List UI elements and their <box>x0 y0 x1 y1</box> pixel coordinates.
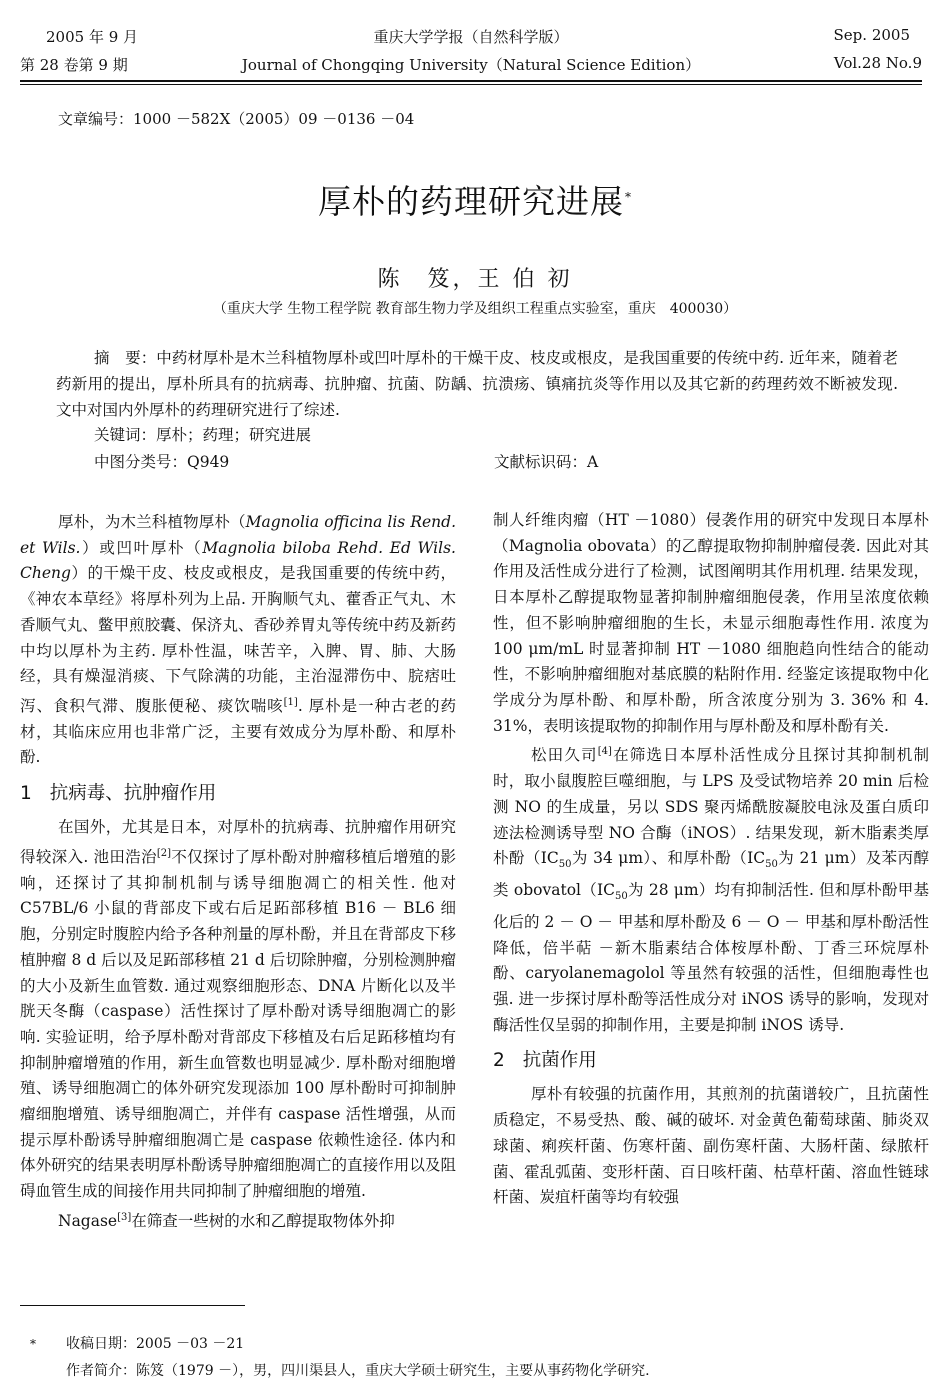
sec1-p3-text-b: 在筛选日本厚朴活性成分且探讨其抑制机制时，取小鼠腹腔巨噬细胞，与 LPS 及受试物培养 20 min 后检测 NO 的生成量，另以 SDS 聚丙烯酰胺凝胶电泳及蛋白质印迹法检测诱导型 NO 合酶（iNOS）. 结果发现，新木脂素类厚朴酚（IC <box>493 746 929 868</box>
sec1-p2-text-a: Nagase <box>58 1212 118 1231</box>
citation-4[interactable]: [4] <box>597 746 612 758</box>
section-1-paragraph-1 <box>20 815 456 1205</box>
document-code: 文献标识码：A <box>494 453 599 471</box>
right-column <box>493 508 929 1211</box>
section-2-paragraph-1: 厚朴有较强的抗菌作用，其煎剂的抗菌谱较广，且抗菌性质稳定，不易受热、酸、碱的破坏. 对金黄色葡萄球菌、肺炎双球菌、痢疾杆菌、伤寒杆菌、副伤寒杆菌、大肠杆菌、绿脓杆菌、霍乱弧菌、变形杆菌、百日咳杆菌、枯草杆菌、溶血性链球杆菌、炭疽杆菌等均有较强 <box>493 1085 929 1207</box>
running-header-top <box>20 26 922 48</box>
section-2-title: 抗菌作用 <box>522 1050 597 1072</box>
citation-3[interactable]: [3] <box>117 1211 132 1223</box>
header-rule-thin <box>20 84 922 85</box>
sec1-p2-text-b: 在筛查一些树的水和乙醇提取物体外抑 <box>131 1212 395 1231</box>
sec1-p3-text-a: 松田久司 <box>531 746 598 765</box>
section-1-title: 抗病毒、抗肿瘤作用 <box>49 783 217 805</box>
sec1-p1-text-a: 在国外，尤其是日本，对厚朴的抗病毒、抗肿瘤作用研究得较深入. 池田浩治 <box>20 818 456 867</box>
affiliation: （重庆大学 生物工程学院 教育部生物力学及组织工程重点实验室，重庆 400030） <box>212 301 738 317</box>
section-2-number: 2 <box>493 1050 505 1072</box>
header-date-cn: 2005 年 9 月 <box>46 28 139 46</box>
intro-text-a: 厚朴，为木兰科植物厚朴（ <box>58 513 246 531</box>
section-2-heading <box>493 1044 929 1078</box>
section-1-heading <box>20 777 456 811</box>
header-volume-cn: 第 28 卷第 9 期 <box>20 56 128 74</box>
footnote-author-bio: 作者简介：陈笈（1979 －），男，四川渠县人，重庆大学硕士研究生，主要从事药物化学研究. <box>66 1363 650 1379</box>
section-1-paragraph-2 <box>20 1205 456 1235</box>
intro-text-c: ）的干燥干皮、枝皮或根皮，是我国重要的传统中药，《神农本草经》将厚朴列为上品. 开胸顺气丸、藿香正气丸、木香顺气丸、鳖甲煎胶囊、保济丸、香砂养胃丸等传统中药及新药中均以厚朴为主药. 厚朴性温，味苦辛，入脾、胃、肺、大肠经，具有燥湿消痰、下气除满的功能，主治湿滞伤中、脘痞吐泻、食积气滞、腹胀便秘、痰饮喘咳 <box>20 564 456 716</box>
header-volume-en: Vol.28 No.9 <box>833 54 922 72</box>
footnote-rule <box>20 1305 245 1306</box>
ic50-subscript-3: 50 <box>614 891 628 903</box>
paper-title <box>0 176 950 223</box>
article-number: 文章编号：1000 －582X（2005）09 －0136 －04 <box>58 110 415 128</box>
sec1-p3-text-d: 为 21 μm）及苯丙醇类 obovatol（IC <box>493 849 929 900</box>
title-footnote-mark: * <box>625 190 632 204</box>
abstract <box>56 345 898 423</box>
footnote-mark: * <box>30 1337 36 1351</box>
intro-text-d: . 厚朴是一种古老的药材，其临床应用也非常广泛，主要有效成分为厚朴酚、和厚朴酚. <box>20 697 456 767</box>
ic50-subscript-2: 50 <box>765 859 778 871</box>
footnote-received <box>30 1333 244 1353</box>
section-1-paragraph-2-cont: 制人纤维肉瘤（HT －1080）侵袭作用的研究中发现日本厚朴（Magnolia obovata）的乙醇提取物抑制肿瘤侵袭. 因此对其作用及活性成分进行了检测，试图阐明其作用机理. 结果发现，日本厚朴乙醇提取物显著抑制肿瘤细胞侵袭，作用呈浓度依赖性，但不影响肿瘤细胞的生长，未显示细胞毒性作用. 浓度为 100 μm/mL 时显著抑制 HT －1080 细胞趋向性结合的能动性，不影响肿瘤细胞对基底膜的粘附作用. 经鉴定该提取物中化学成分为厚朴酚、和厚朴酚，所含浓度分别为 3. 36% 和 4. 31%，表明该提取物的抑制作用与厚朴酚及和厚朴酚有关. <box>493 511 929 735</box>
citation-1[interactable]: [1] <box>283 696 298 708</box>
author-list: 陈 笈，王 伯 初 <box>377 267 573 292</box>
keywords: 关键词：厚朴；药理；研究进展 <box>94 426 312 444</box>
sec1-p1-text-b: 不仅探讨了厚朴酚对肿瘤移植后增殖的影响，还探讨了其抑制机制与诱导细胞凋亡的相关性. 他对 C57BL/6 小鼠的背部皮下或右后足跖部移植 B16 － BL6 细胞，分别定时腹腔内给予各种剂量的厚朴酚，并且在背部皮下移植肿瘤 8 d 后以及足跖部移植 21 d 后切除肿瘤，分别检测肿瘤的大小及新生血管数. 通过观察细胞形态、DNA 片断化以及半胱天冬酶（caspase）活性探讨了厚朴酚对诱导细胞凋亡的影响. 实验证明，给予厚朴酚对背部皮下移植及右后足跖移植均有抑制肿瘤增殖的作用，新生血管数也明显减少. 厚朴酚对细胞增殖、诱导细胞凋亡的体外研究发现添加 100 厚朴酚时可抑制肿瘤细胞增殖、诱导细胞凋亡，并伴有 caspase 活性增强，从而提示厚朴酚诱导肿瘤细胞凋亡是 caspase 依赖性途径. 体内和体外研究的结果表明厚朴酚诱导肿瘤细胞凋亡的直接作用以及阻碍血管生成的间接作用共同抑制了肿瘤细胞的增殖. <box>20 848 456 1201</box>
section-1-number: 1 <box>20 783 32 805</box>
sec1-p3-text-c: 为 34 μm）、和厚朴酚（IC <box>571 849 766 868</box>
received-date: 收稿日期：2005 －03 －21 <box>66 1336 245 1352</box>
intro-paragraph <box>20 510 456 771</box>
section-1-paragraph-3 <box>493 739 929 1038</box>
citation-2[interactable]: [2] <box>156 847 172 859</box>
header-journal-cn: 重庆大学学报（自然科学版） <box>373 28 569 46</box>
left-column <box>20 510 456 1235</box>
sec1-p3-text-e: 为 28 μm）均有抑制活性. 但和厚朴酚甲基化后的 2 － O － 甲基和厚朴酚及 6 － O － 甲基和厚朴酚活性降低，倍半萜 －新木脂素结合体桉厚朴酚、丁香三环烷厚朴酚、caryolanemagolol 等虽然有较强的活性，但细胞毒性也强. 进一步探讨厚朴酚等活性成分对 iNOS 诱导的影响，发现对酶活性仅呈弱的抑制作用，主要是抑制 iNOS 诱导. <box>493 881 929 1034</box>
header-journal-en: Journal of Chongqing University（Natural Science Edition） <box>241 56 701 74</box>
header-rule-thick <box>20 80 922 82</box>
intro-text-b: ）或凹叶厚朴（ <box>80 538 203 557</box>
ic50-subscript-1: 50 <box>558 859 572 871</box>
paper-title-text: 厚朴的药理研究进展 <box>318 182 624 221</box>
latin-name-1: Magnolia officina lis Rend. et Wils. <box>20 513 456 557</box>
running-header-bottom <box>20 54 922 76</box>
header-date-en: Sep. 2005 <box>833 26 910 44</box>
latin-name-2: Magnolia biloba Rehd. Ed Wils. Cheng <box>20 538 456 583</box>
classification-number: 中图分类号：Q949 <box>94 453 230 471</box>
abstract-text: 摘 要：中药材厚朴是木兰科植物厚朴或凹叶厚朴的干燥干皮、枝皮或根皮，是我国重要的传统中药. 近年来，随着老药新用的提出，厚朴所具有的抗病毒、抗肿瘤、抗菌、防龋、抗溃疡、镇痛抗炎等作用以及其它新的药理药效不断被发现. 文中对国内外厚朴的药理研究进行了综述. <box>56 349 898 419</box>
